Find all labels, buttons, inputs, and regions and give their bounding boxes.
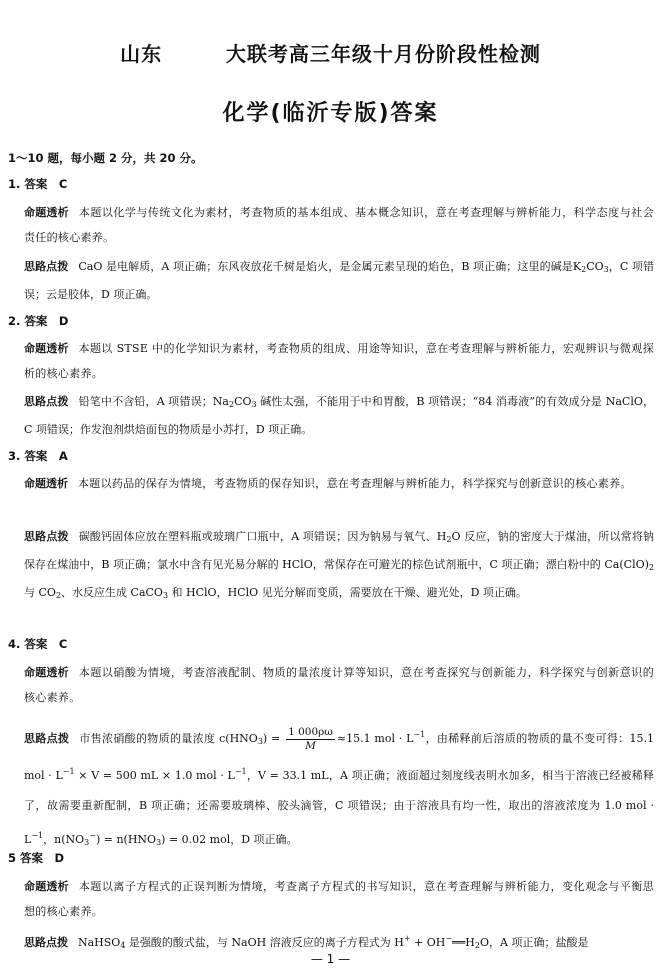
q5-answer: 5 答案 D [8, 851, 65, 865]
q5-silu: 思路点拨 NaHSO$_4$ 是强酸的酸式盐，与 NaOH 溶液反应的离子方程式为 $H^+ + OH^-══H_2O$，A 项正确；盐酸是 [24, 934, 589, 950]
concentration-fraction: $\frac{1 000\rho\omega}{M}$ [288, 725, 333, 752]
q2-mingti: 命题透析 本题以 STSE 中的化学知识为素材，考查物质的组成、用途等知识，意在考查理解与辨析能力，宏观辨识与微观探析的核心素养。 [24, 342, 654, 380]
q4-answer: 4. 答案 C [8, 637, 68, 651]
q5-mingti: 命题透析 本题以离子方程式的正误判断为情境，考查离子方程式的书写知识，意在考查理解与辨析能力，变化观念与平衡思想的核心素养。 [24, 880, 655, 918]
answer-subtitle: 化学(临沂专版)答案 [222, 101, 439, 126]
silu-label: 思路点拨 [24, 260, 69, 273]
q4-silu: 思路点拨 市售浓硝酸的物质的量浓度 $c(HNO_3)$ = $\frac{1 000\rho\omega}{M}$ ≈15.1 mol · $L^{-1}$，由稀释前后溶质的物质的量不变可得：15.1 mol · $L^{-1} \times V = 500$ mL × 1.0 mol · $L^{-1}$，V = 33.1 mL，A 项正确；液面超过刻度线表明水加多，相当于溶液已经被稀释了，故需要重新配制，B 项正确；还需要玻璃棒、胶头滴管，C 项错误；由于溶液具有均一性，取出的溶液浓度为 1.0 mol · $L^{-1}$，$n(NO_3^-) = n(HNO_3) = 0.02$ mol，D 项正确。 [24, 725, 654, 847]
mingti-label: 命题透析 [24, 206, 69, 219]
q2-silu: 思路点拨 铅笔中不含铅，A 项错误；$Na_2CO_3$ 碱性太强，不能用于中和胃酸，B 项错误；“84 消毒液”的有效成分是 NaClO，C 项错误；作发泡剂烘焙面包的物质是小苏打，D 项正确。 [24, 395, 655, 436]
q3-silu: 思路点拨 碳酸钙固体应放在塑料瓶或玻璃广口瓶中，A 项错误；因为钠易与氧气、$H_2O$ 反应，钠的密度大于煤油，所以常将钠保存在煤油中，B 项正确；氯水中含有见光易分解的 HClO，常保存在可避光的棕色试剂瓶中，C 项正确；漂白粉中的 $Ca(ClO)_2$ 与 $CO_2$、水反应生成 CaCO$_3$ 和 HClO，HClO 见光分解而变质，需要放在干燥、避光处，D 项正确。 [24, 530, 655, 600]
page-number: — 1 — [310, 952, 351, 966]
q1-answer: 1. 答案 C [8, 177, 68, 191]
exam-title: 山东 大联考高三年级十月份阶段性检测 [120, 42, 541, 66]
q3-answer: 3. 答案 A [8, 449, 68, 463]
q4-mingti: 命题透析 本题以硝酸为情境，考查溶液配制、物质的量浓度计算等知识，意在考查探究与创新能力，科学探究与创新意识的核心素养。 [24, 666, 655, 704]
q3-mingti: 命题透析 本题以药品的保存为情境，考查物质的保存知识，意在考查理解与辨析能力，科学探究与创新意识的核心素养。 [24, 477, 632, 490]
q1-mingti: 命题透析 本题以化学与传统文化为素材，考查物质的基本组成、基本概念知识，意在考查理解与辨析能力，科学态度与社会责任的核心素养。 [24, 206, 655, 244]
scoring-intro: 1～10 题，每小题 2 分，共 20 分。 [8, 151, 203, 165]
q1-silu: 思路点拨 CaO 是电解质，A 项正确；东风夜放花千树是焰火，是金属元素呈现的焰色，B 项正确；这里的碱是$K_2CO_3$，C 项错误；云是胶体，D 项正确。 [24, 260, 655, 301]
q2-answer: 2. 答案 D [8, 314, 69, 328]
